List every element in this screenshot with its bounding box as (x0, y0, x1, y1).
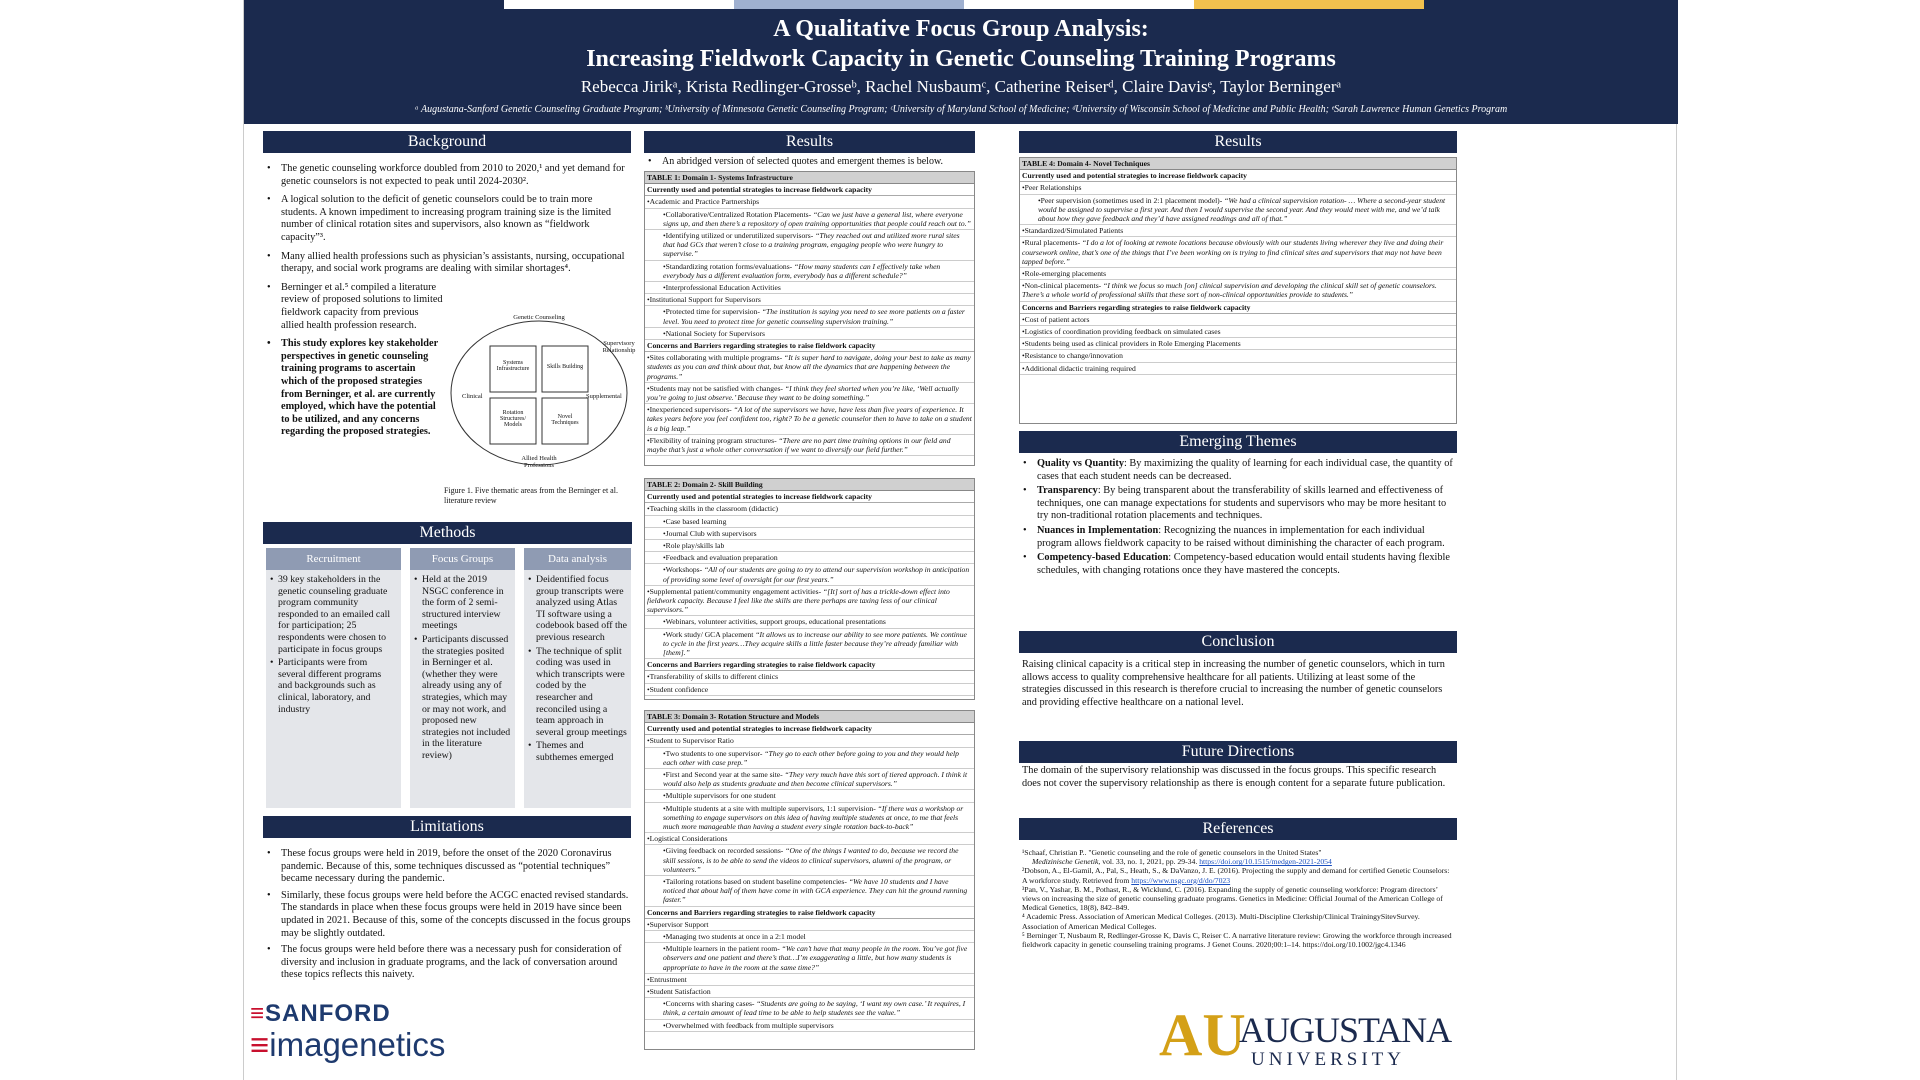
table-row: •Flexibility of training program structures- “There are no part time training options in our field and maybe that’s just a whole other conversation if we want to diversify our field further.” (645, 435, 974, 456)
table-row: •Webinars, volunteer activities, support groups, educational presentations (645, 616, 974, 628)
figure-caption: Figure 1. Five thematic areas from the Berninger et al. literature review (444, 486, 618, 505)
table-row: •Teaching skills in the classroom (didactic) (645, 503, 974, 515)
table-row: •Tailoring rotations based on student baseline competencies- “We have 10 students and I have noticed that about half of them have come in with GCA experience. They can hit the ground running faster.” (645, 876, 974, 907)
background-bullet: • Many allied health professions such as physician’s assistants, nursing, occupational therapy, and social work programs are dealing with similar shortages⁴. (263, 251, 631, 276)
table-1-title: TABLE 1: Domain 1- Systems Infrastructure (645, 172, 974, 184)
background-heading: Background (263, 131, 631, 153)
methods-section (216, 522, 632, 544)
figure-1 (444, 308, 634, 508)
recruitment-bullet: • Participants were from several different programs and backgrounds such as clinical, laboratory, and industry (266, 657, 397, 715)
table-3-title: TABLE 3: Domain 3- Rotation Structure and Models (645, 711, 974, 723)
methods-columns (263, 548, 631, 808)
background-bullet-bold: • This study explores key stakeholder perspectives in genetic counseling training programs to ascertain which of the proposed strategies from Berninger, et al. are currently employed, which have the potential to be utilized, and any concerns regarding the proposed strategies. (263, 338, 443, 439)
table-row: •Protected time for supervision- “The institution is saying you need to see more patients on a faster level. You need to protect time for genetic counseling supervision training.” (645, 306, 974, 327)
figure-label-right-top: Supervisory Relationship (602, 340, 636, 354)
reference-link[interactable]: https://doi.org/10.1515/medgen-2021-2054 (1199, 857, 1332, 867)
table-row: •Additional didactic training required (1020, 363, 1456, 375)
table-row: •Academic and Practice Partnerships (645, 196, 974, 208)
table-row: •Managing two students at once in a 2:1 model (645, 931, 974, 943)
reference-item: ⁴ Academic Press. Association of American Medical Colleges. (2013). Multi-Discipline Clerkship/Clinical TrainingySitevSurvey. Association of American Medical Colleges. (1022, 912, 1420, 931)
table-4 (1019, 157, 1457, 424)
table-row: •Institutional Support for Supervisors (645, 294, 974, 306)
focus-groups-list (410, 574, 515, 762)
table-row: •Supervisor Support (645, 919, 974, 931)
figure-box-label: Rotation Structures/ Models (500, 410, 526, 428)
table-row: •Journal Club with supervisors (645, 528, 974, 540)
table-subheading: Concerns and Barriers regarding strategies to raise fieldwork capacity (645, 907, 974, 919)
focus-groups-bullet: • Held at the 2019 NSGC conference in the form of 2 semi-structured interview meetings (410, 574, 511, 632)
poster-title-line2: Increasing Fieldwork Capacity in Genetic Counseling Training Programs (586, 46, 1336, 72)
recruitment-column (266, 548, 401, 808)
header-stripe-white2 (964, 0, 1194, 9)
right-column (1019, 131, 1457, 153)
table-row: •First and Second year at the same site- “They very much have this sort of tiered approach. I think it would also help as students graduate and then become clinical supervisors.” (645, 769, 974, 790)
future-directions-heading: Future Directions (1019, 741, 1457, 763)
table-subheading: Currently used and potential strategies to increase fieldwork capacity (1020, 170, 1456, 182)
table-row: •Standardized/Simulated Patients (1020, 225, 1456, 237)
table-1 (644, 171, 975, 466)
table-subheading: Concerns and Barriers regarding strategies to raise fieldwork capacity (645, 659, 974, 671)
table-row: •Workshops- “All of our students are going to try to attend our supervision workshop in anticipation of providing some level of oversight for our first years.” (645, 564, 974, 585)
limitations-bullet: • These focus groups were held in 2019, before the onset of the 2020 Coronavirus pandemic. Because of this, some techniques discussed as “potential techniques” became necessary during the pandemic. (263, 848, 631, 886)
table-row: •Feedback and evaluation preparation (645, 552, 974, 564)
reference-item: ³Pan, V., Yashar, B. M., Pothast, R., & Wicklund, C. (2016). Expanding the supply of genetic counseling workforce: Program directors’ views on increasing the size of genetic counseling graduate programs. Genetics in Medicine: Official Journal of the American College of Medical Genetics, 18(8), 842–849. (1022, 884, 1443, 913)
table-row: •Entrustment (645, 974, 974, 986)
figure-label-bottom: Allied Health Professions (521, 455, 557, 469)
data-analysis-bullet: • Themes and subthemes emerged (524, 740, 627, 763)
figure-label-left: Clinical (462, 393, 483, 400)
imagenetics-logo-mark: ≡ (250, 1026, 270, 1063)
table-row: •Peer Relationships (1020, 182, 1456, 194)
reference-item: ²Dobson, A., El-Gamil, A., Pal, S., Heath, S., & DaVanzo, J. E. (2016). Projecting the supply and demand for certified Genetic Counselors: A workforce study. Retrieved from https://www.nsgc.org/d/do/7023 (1022, 866, 1450, 885)
sanford-logo-mark: ≡ (250, 1000, 266, 1027)
poster (243, 0, 1677, 1080)
data-analysis-bullet: • The technique of split coding was used in which transcripts were coded by the researcher and reconciled using a team approach in several group meetings (524, 646, 627, 739)
poster-header (244, 0, 1678, 124)
table-row: •Student to Supervisor Ratio (645, 735, 974, 747)
table-row: •Work study/ GCA placement “It allows us to increase our ability to see more patients. We continue to cycle in the first years…They acquire skills a little faster because they’re already familiar with [them].” (645, 629, 974, 660)
reference-item: ⁵ Berninger T, Nusbaum R, Redlinger-Grosse K, Davis C, Reiser C. A narrative literature review: Growing the workforce through increased fieldwork capacity in genetic counseling training programs. J Genet Couns. 2020;00:1–14. https://doi.org/10.1002/jgc4.1346 (1022, 930, 1452, 950)
poster-title-line1: A Qualitative Focus Group Analysis: (773, 16, 1149, 42)
table-row: •Standardizing rotation forms/evaluations- “How many students can I effectively take when everybody has a different evaluation form, everybody has a different schedule?” (645, 261, 974, 282)
header-stripe-white (504, 0, 734, 9)
imagenetics-logo-text: ≡imagenetics (250, 1026, 446, 1063)
emerging-themes-heading: Emerging Themes (1019, 431, 1457, 453)
augustana-logo-sub: UNIVERSITY (1251, 1049, 1405, 1070)
focus-groups-heading: Focus Groups (410, 548, 515, 570)
references-list (1019, 848, 1457, 949)
recruitment-bullet: • 39 key stakeholders in the genetic counseling graduate program community responded to an emailed call for participation; 25 respondents were chosen to participate in focus groups (266, 574, 397, 655)
theme-item: • Transparency: By being transparent about the transferability of skills learned and effectiveness of techniques, one can manage expectations for students and supervisors who may be more hesitant to try non-traditional rotation placements and techniques. (1019, 485, 1457, 523)
table-row: •Transferability of skills to different clinics (645, 671, 974, 683)
limitations-list (263, 848, 631, 982)
limitations-bullet: • The focus groups were held before there was a necessary push for consideration of diversity and inclusion in graduate programs, and the lack of conversation around these topics reflects this naivety. (263, 944, 631, 982)
table-row: •Students may not be satisfied with changes- “I think they feel shorted when you’re like, ‘Well actually you’re going to just observe.’ Because they want to be doing something.” (645, 383, 974, 404)
table-row: •Multiple learners in the patient room- “We can’t have that many people in the room. You’ve got five observers and one patient and there’s that…I’m exaggerating a little, but how many students is appropriate to have in the room at the same time?” (645, 943, 974, 974)
figure-box-label: Skills Building (546, 364, 584, 370)
table-subheading: Concerns and Barriers regarding strategies to raise fieldwork capacity (1020, 302, 1456, 314)
table-subheading: Currently used and potential strategies to increase fieldwork capacity (645, 184, 974, 196)
results-intro: • An abridged version of selected quotes and emergent themes is below. (644, 155, 975, 168)
figure-label-top: Genetic Counseling (513, 314, 565, 321)
table-row: •Multiple students at a site with multiple supervisors, 1:1 supervision- “If there was a workshop or something to engage supervisors on this idea of having multiple students at once, to me that feels much more manageable than having a student every single rotation back-to-back” (645, 803, 974, 834)
emerging-themes-list (1019, 458, 1457, 577)
theme-item: • Competency-based Education: Competency-based education would entail students having flexible schedules, with changing rotations once they have mastered the concepts. (1019, 552, 1457, 577)
poster-affiliations: ᵃ Augustana-Sanford Genetic Counseling Graduate Program; ᵇUniversity of Minnesota Genetic Counseling Program; ᶜUniversity of Maryland School of Medicine; ᵈUniversity of Wisconsin School of Medicine and Public Health; ᵉSarah Lawrence Human Genetics Program (414, 104, 1508, 115)
background-list-narrow (263, 282, 443, 439)
references-section (1019, 818, 1457, 949)
results-right-body (1019, 157, 1457, 424)
table-row: •Case based learning (645, 516, 974, 528)
theme-item: • Nuances in Implementation: Recognizing the nuances in implementation for each individual program allows fieldwork capacity to be raised without diminishing the character of each program. (1019, 525, 1457, 550)
background-bullet: • Berninger et al.⁵ compiled a literature review of proposed solutions to limited fieldwork capacity from previous allied health profession research. (263, 282, 443, 332)
data-analysis-bullet: • Deidentified focus group transcripts were analyzed using Atlas TI software using a codebook based off the previous research (524, 574, 627, 644)
table-2 (644, 478, 975, 700)
results-intro-list (644, 155, 975, 168)
table-subheading: Concerns and Barriers regarding strategies to raise fieldwork capacity (645, 340, 974, 352)
reference-item: ¹Schaaf, Christian P.. "Genetic counseling and the role of genetic counselors in the United States" Medizinische Genetik, vol. 33, no. 1, 2021, pp. 29-34. https://doi.org/10.1515/medgen-2021-2054 (1022, 848, 1332, 867)
focus-groups-column (410, 548, 515, 808)
data-analysis-column (524, 548, 631, 808)
recruitment-list (266, 574, 401, 715)
methods-heading: Methods (263, 522, 632, 544)
recruitment-heading: Recruitment (266, 548, 401, 570)
results-heading-mid: Results (644, 131, 975, 153)
conclusion-heading: Conclusion (1019, 631, 1457, 653)
table-row: •Giving feedback on recorded sessions- “One of the things I wanted to do, because we record the skill sessions, is to be able to send the videos to clinical supervisors, alumni of the program, or volunteers.” (645, 845, 974, 876)
table-row: •Interprofessional Education Activities (645, 282, 974, 294)
table-row: •Role-emerging placements (1020, 268, 1456, 280)
table-row: •National Society for Supervisors (645, 328, 974, 340)
augustana-logo-mark: AU (1159, 1002, 1246, 1068)
table-row: •Students being used as clinical providers in Role Emerging Placements (1020, 338, 1456, 350)
data-analysis-list (524, 574, 631, 764)
sanford-imagenetics-logo (250, 1000, 450, 1076)
table-row: •Resistance to change/innovation (1020, 350, 1456, 362)
table-row: •Logistical Considerations (645, 833, 974, 845)
sanford-logo-text: ≡SANFORD (250, 1000, 391, 1027)
table-3 (644, 710, 975, 1050)
table-row: •Role play/skills lab (645, 540, 974, 552)
background-bullet: • The genetic counseling workforce doubled from 2010 to 2020,¹ and yet demand for genetic counselors is not expected to peak until 2024-2030². (263, 163, 631, 188)
results-heading-right: Results (1019, 131, 1457, 153)
table-4-title: TABLE 4: Domain 4- Novel Techniques (1020, 158, 1456, 170)
table-row: •Concerns with sharing cases- “Students are going to be saying, ‘I want my own case.’ It requires, I think, a certain amount of lead time to be able to help students see the value.” (645, 998, 974, 1019)
reference-link[interactable]: https://www.nsgc.org/d/do/7023 (1131, 875, 1231, 885)
poster-authors: Rebecca Jirikᵃ, Krista Redlinger-Grosseᵇ, Rachel Nusbaumᶜ, Catherine Reiserᵈ, Claire Davisᵉ, Taylor Berningerᵃ (580, 77, 1342, 96)
table-row: •Non-clinical placements- “I think we focus so much [on] clinical supervision and developing the clinical skill set of genetic counselors. There’s a whole world of professional skills that these sort of non-clinical opportunities provide to students.” (1020, 280, 1456, 301)
table-row: •Multiple supervisors for one student (645, 790, 974, 802)
augustana-logo-name: AUGUSTANA (1239, 1010, 1452, 1050)
table-row: •Logistics of coordination providing feedback on simulated cases (1020, 326, 1456, 338)
background-list (263, 163, 631, 276)
theme-item: • Quality vs Quantity: By maximizing the quality of learning for each individual case, the quantity of cases that each student needs can be decreased. (1019, 458, 1457, 483)
table-row: •Identifying utilized or underutilized supervisors- “They reached out and utilized more rural sites that had GCs that weren’t close to a training program, engaging people who were hungry to supervise.” (645, 230, 974, 261)
focus-groups-bullet: • Participants discussed the strategies posited in Berninger et al. (whether they were already using any of strategies, which may or may not work, and proposed new strategies not included in the literature review) (410, 634, 511, 762)
table-row: •Inexperienced supervisors- “A lot of the supervisors we have, have less than five years of experience. It takes years before you feel confident too, right? To be a genetic counselor then to have to take on a student is a big leap.” (645, 404, 974, 435)
table-subheading: Currently used and potential strategies to increase fieldwork capacity (645, 723, 974, 735)
limitations-section (263, 816, 631, 988)
augustana-logo (1159, 1003, 1459, 1077)
table-row: •Sites collaborating with multiple programs- “It is super hard to navigate, doing your best to take as many students as you can and think about that, but know all the dynamics that are happening between the programs.” (645, 352, 974, 383)
table-row: •Student Satisfaction (645, 986, 974, 998)
limitations-bullet: • Similarly, these focus groups were held before the ACGC enacted revised standards. The standards in place when these focus groups were held in 2019 have since been updated in 2021. Because of this, some of the concepts discussed in the focus groups may be slightly outdated. (263, 890, 631, 940)
results-mid-body (644, 155, 975, 1050)
header-stripe-gold (1194, 0, 1424, 9)
table-row: •Overwhelmed with feedback from multiple supervisors (645, 1020, 974, 1032)
table-row: •Supplemental patient/community engagement activities- “[It] sort of has a trickle-down effect into fieldwork capacity. Because I feel like the skills are there perhaps are taxing less of our clinical supervisors.” (645, 586, 974, 617)
table-row: •Rural placements- “I do a lot of looking at remote locations because obviously with our students living wherever they live and doing their coursework online, that’s one of the things that I’ve been working on is trying to find clinical sites and supervisors that may not have been tapped before.” (1020, 237, 1456, 268)
table-row: •Peer supervision (sometimes used in 2:1 placement model)- “We had a clinical supervision rotation- … Where a second-year student would be assigned to supervise a first year. And then I would supervise the second year. And they would meet with me, and we’d talk about how they gave feedback and they’d have assigned readings and all of that.” (1020, 195, 1456, 226)
table-subheading: Currently used and potential strategies to increase fieldwork capacity (645, 491, 974, 503)
table-2-title: TABLE 2: Domain 2- Skill Building (645, 479, 974, 491)
table-row: •Cost of patient actors (1020, 314, 1456, 326)
table-row: •Student confidence (645, 684, 974, 696)
future-directions-section (1019, 741, 1457, 790)
references-heading: References (1019, 818, 1457, 840)
conclusion-section (1019, 631, 1457, 709)
background-bullet: • A logical solution to the deficit of genetic counselors could be to train more students. A known impediment to increasing program training size is the limited number of clinical rotation sites and supervisors, also known as “fieldwork capacity”³. (263, 194, 631, 244)
header-stripe-blue (734, 0, 964, 9)
table-row: •Collaborative/Centralized Rotation Placements- “Can we just have a general list, where everyone signs up, and then there’s a repository of open training opportunities that people could reach out to.” (645, 209, 974, 230)
figure-box-label: Novel Techniques (551, 414, 579, 426)
future-directions-text: The domain of the supervisory relationship was discussed in the focus groups. This specific research does not cover the supervisory relationship as there is enough content for a separate future publication. (1022, 765, 1446, 789)
limitations-heading: Limitations (263, 816, 631, 838)
data-analysis-heading: Data analysis (524, 548, 631, 570)
figure-label-right: Supplemental (586, 393, 622, 400)
figure-box-label: Systems Infrastructure (496, 360, 530, 372)
table-row: •Two students to one supervisor- “They go to each other before going to you and they would help each other with case prep.” (645, 748, 974, 769)
middle-column (597, 131, 975, 153)
emerging-themes-section (1019, 431, 1457, 583)
conclusion-text: Raising clinical capacity is a critical step in increasing the number of genetic counselors, which in turn allows access to quality comprehensive healthcare for all patients. Utilizing at least some of the strategies discussed in this research is therefore crucial to increasing the number of genetic counselors and providing effective healthcare on a national level. (1022, 659, 1445, 708)
